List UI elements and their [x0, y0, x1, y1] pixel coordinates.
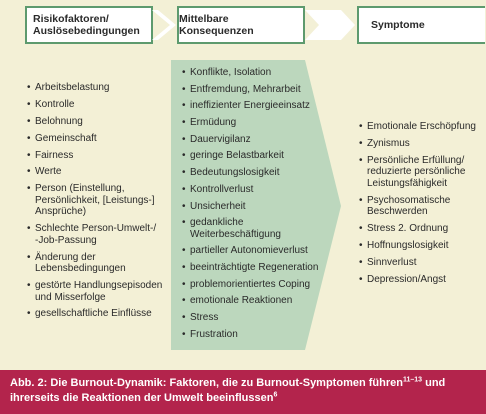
consequence-list [182, 67, 332, 346]
consequence-item: • Stress [182, 312, 332, 324]
risk-factor-item: • gesellschaftliche Einflüsse [27, 308, 167, 320]
symptom-list [359, 121, 484, 291]
consequence-item: • geringe Belastbarkeit [182, 150, 332, 162]
consequence-item: • beeinträchtigte Regeneration [182, 262, 332, 274]
header-risk-factors [25, 6, 153, 44]
symptom-item: • Hoffnungslosigkeit [359, 240, 484, 252]
caption-line-1 [10, 376, 476, 391]
header-consequences [177, 6, 305, 44]
symptom-item: • Persönliche Erfüllung/ reduzierte persönliche Leistungsfähigkeit [359, 155, 484, 190]
caption-reference-2: 6 [273, 391, 278, 399]
header-symptoms [357, 6, 485, 44]
consequence-item: • Bedeutungslosigkeit [182, 167, 332, 179]
consequence-item: • partieller Autonomieverlust [182, 245, 332, 257]
consequence-item: • Entfremdung, Mehrarbeit [182, 84, 332, 96]
consequence-item: • Dauervigilanz [182, 134, 332, 146]
consequence-item: • emotionale Reaktionen [182, 295, 332, 307]
symptom-item: • Zynismus [359, 138, 484, 150]
header-risk-factors-label: Risikofaktoren/ Auslösebedingungen [33, 13, 140, 37]
consequence-item: • Unsicherheit [182, 201, 332, 213]
risk-factor-item: • Arbeitsbelastung [27, 82, 167, 94]
caption-text: Die Burnout-Dynamik: Faktoren, die zu Burnout-Symptomen führen [47, 377, 403, 389]
consequence-item: • gedankliche Weiterbeschäftigung [182, 217, 332, 240]
header-symptoms-label: Symptome [371, 19, 425, 31]
caption-line-2 [10, 391, 476, 406]
caption-label: Abb. 2: [10, 377, 48, 389]
risk-factor-item: • Werte [27, 166, 167, 178]
symptom-item: • Depression/Angst [359, 274, 484, 286]
risk-factor-item: • Änderung der Lebensbedingungen [27, 252, 167, 275]
consequence-item: • Kontrollverlust [182, 184, 332, 196]
consequence-item: • ineffizienter Energieeinsatz [182, 100, 332, 112]
consequence-item: • Ermüdung [182, 117, 332, 129]
risk-factor-item: • Belohnung [27, 116, 167, 128]
risk-factor-item: • Fairness [27, 150, 167, 162]
figure-caption [0, 370, 486, 414]
risk-factor-item: • gestörte Handlungsepisoden und Misserfolge [27, 280, 167, 303]
symptom-item: • Sinnverlust [359, 257, 484, 269]
header-consequences-label: Mittelbare Konsequenzen [179, 13, 254, 37]
arrow-right-icon [305, 10, 357, 40]
symptom-item: • Emotionale Erschöpfung [359, 121, 484, 133]
risk-factor-item: • Person (Einstellung, Persönlichkeit, [Leistungs-] Ansprüche) [27, 183, 167, 218]
symptom-item: • Stress 2. Ordnung [359, 223, 484, 235]
consequence-item: • Konflikte, Isolation [182, 67, 332, 79]
risk-factor-item: • Gemeinschaft [27, 133, 167, 145]
caption-text-end: und [422, 377, 446, 389]
risk-factor-item: • Kontrolle [27, 99, 167, 111]
caption-text-2: ihrerseits die Reaktionen der Umwelt beeinflussen [10, 392, 274, 404]
risk-factor-list [27, 82, 167, 325]
symptom-item: • Psychosomatische Beschwerden [359, 195, 484, 218]
consequence-item: • problemorientiertes Coping [182, 279, 332, 291]
caption-reference: 11–13 [402, 376, 423, 384]
consequence-item: • Frustration [182, 329, 332, 341]
risk-factor-item: • Schlechte Person-Umwelt-/ -Job-Passung [27, 223, 167, 246]
arrow-right-icon [152, 10, 178, 40]
